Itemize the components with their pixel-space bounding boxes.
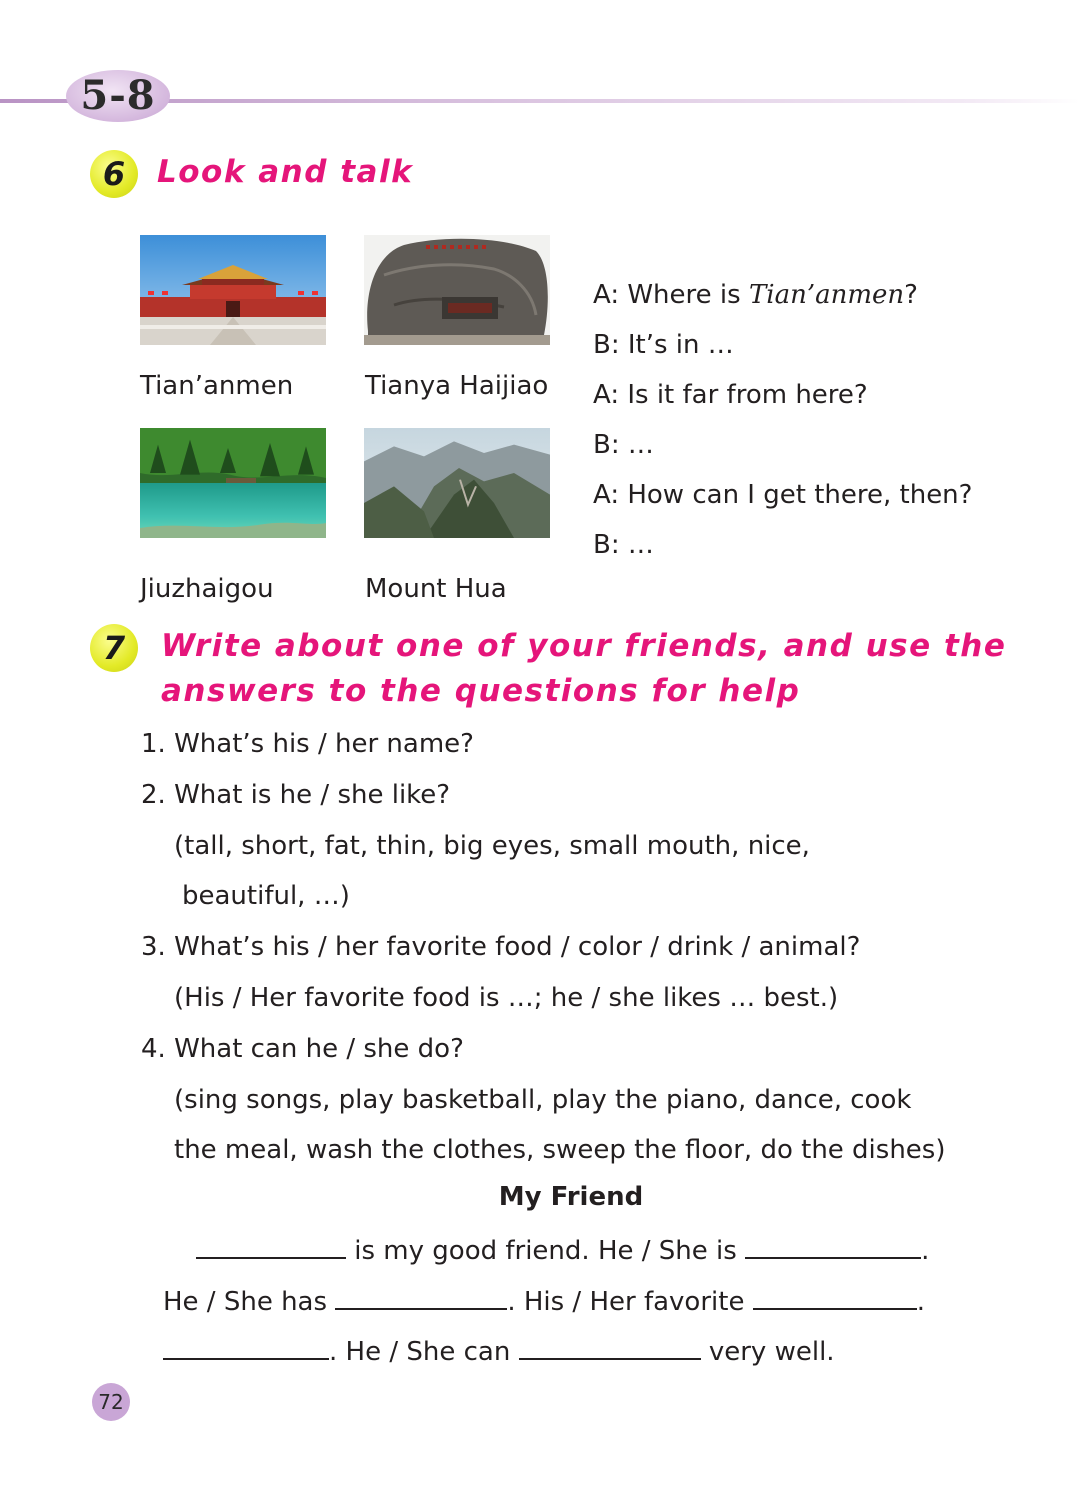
question-4-hint-2: the meal, wash the clothes, sweep the floor, do the dishes) — [174, 1135, 946, 1165]
blank-favorite-item[interactable] — [163, 1334, 329, 1360]
question-2-hint-2: beautiful, …) — [182, 881, 350, 911]
question-1: 1. What’s his / her name? — [141, 729, 474, 759]
caption-tiananmen: Tian’anmen — [140, 371, 294, 401]
template-row-1: is my good friend. He / She is . — [196, 1233, 929, 1266]
question-4-hint-1: (sing songs, play basketball, play the piano, dance, cook — [174, 1085, 912, 1115]
my-friend-title: My Friend — [498, 1182, 644, 1212]
photo-tianya-haijiao — [364, 235, 550, 345]
blank-features[interactable] — [335, 1284, 507, 1310]
section-6-title: Look and talk — [157, 154, 414, 190]
question-3: 3. What’s his / her favorite food / color / drink / animal? — [141, 932, 861, 962]
dialog-line-4: B: … — [593, 430, 654, 460]
photo-jiuzhaigou — [140, 428, 326, 538]
page-number: 72 — [92, 1383, 130, 1421]
caption-tianya-haijiao: Tianya Haijiao — [365, 371, 549, 401]
unit-badge — [66, 70, 170, 122]
question-3-hint: (His / Her favorite food is …; he / she likes … best.) — [174, 983, 839, 1013]
section-7-title-line-1: Write about one of your friends, and use the — [161, 628, 1007, 664]
blank-name[interactable] — [196, 1233, 346, 1259]
section-6-number: 6 — [90, 150, 138, 198]
section-7-number: 7 — [90, 624, 138, 672]
dialog-line-3: A: Is it far from here? — [593, 380, 868, 410]
dialog-line-6: B: … — [593, 530, 654, 560]
dialog-line-2: B: It’s in … — [593, 330, 734, 360]
blank-appearance[interactable] — [745, 1233, 921, 1259]
template-row-3: . He / She can very well. — [163, 1334, 835, 1367]
section-7-title-line-2: answers to the questions for help — [161, 673, 801, 709]
photo-tiananmen — [140, 235, 326, 345]
blank-favorite[interactable] — [753, 1284, 917, 1310]
unit-number: 5-8 — [80, 71, 156, 119]
blank-ability[interactable] — [519, 1334, 701, 1360]
question-2-hint-1: (tall, short, fat, thin, big eyes, small mouth, nice, — [174, 831, 810, 861]
dialog-place-name: Tian’anmen — [748, 280, 905, 310]
template-row-2: He / She has . His / Her favorite . — [163, 1284, 925, 1317]
photo-mount-hua — [364, 428, 550, 538]
caption-mount-hua: Mount Hua — [365, 574, 507, 604]
dialog-line-5: A: How can I get there, then? — [593, 480, 973, 510]
question-4: 4. What can he / she do? — [141, 1034, 464, 1064]
question-2: 2. What is he / she like? — [141, 780, 451, 810]
caption-jiuzhaigou: Jiuzhaigou — [140, 574, 274, 604]
dialog-line-1: A: Where is Tian’anmen? — [593, 280, 918, 310]
